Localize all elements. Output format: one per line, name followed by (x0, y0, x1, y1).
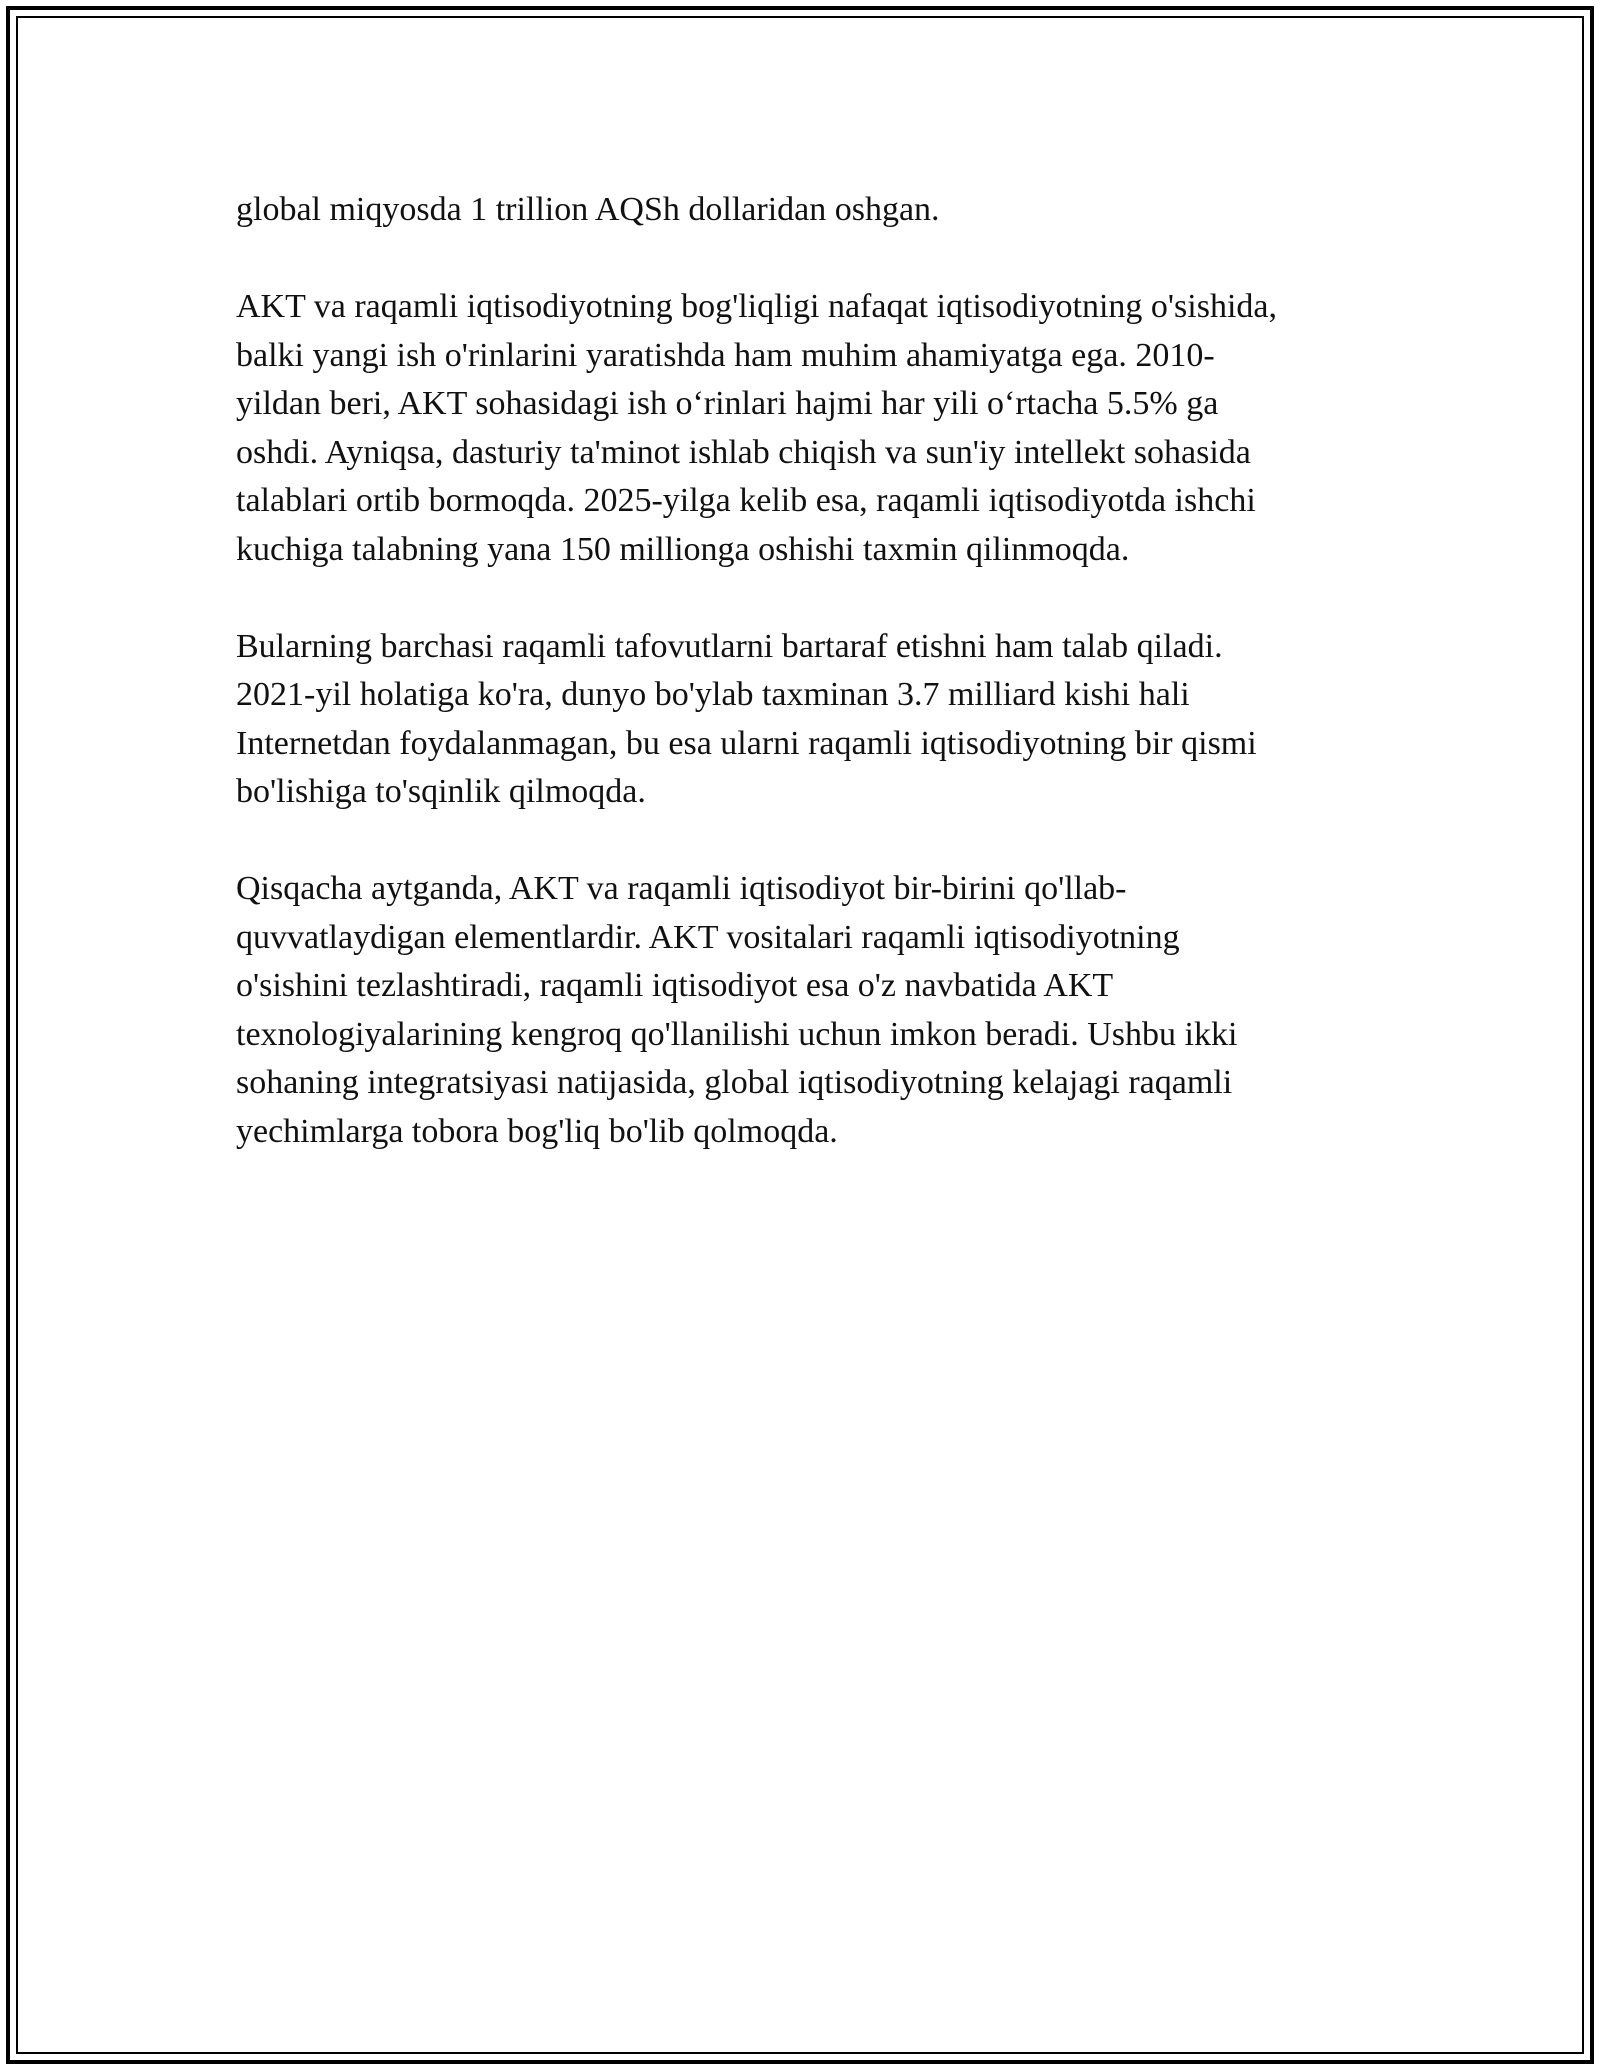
paragraph-2 (236, 283, 1376, 574)
text-line: texnologiyalarining kengroq qo'llanilishi uchun imkon beradi. Ushbu ikki (236, 1015, 1238, 1053)
text-line: AKT va raqamli iqtisodiyotning bog'liqligi nafaqat iqtisodiyotning o'sishida, (236, 288, 1277, 325)
text-line: kuchiga talabning yana 150 millionga oshishi taxmin qilinmoqda. (236, 530, 1130, 568)
text-line: global miqyosda 1 trillion AQSh dollaridan oshgan. (236, 191, 940, 228)
text-line: bo'lishiga to'sqinlik qilmoqda. (236, 773, 646, 810)
text-line: yechimlarga tobora bog'liq bo'lib qolmoqda. (236, 1112, 838, 1150)
text-line: quvvatlaydigan elementlardir. AKT vositalari raqamli iqtisodiyotning (236, 918, 1180, 956)
text-line: balki yangi ish o'rinlarini yaratishda ham muhim ahamiyatga ega. 2010- (236, 336, 1215, 374)
text-line: yildan beri, AKT sohasidagi ish o‘rinlari hajmi har yili o‘rtacha 5.5% ga (236, 385, 1219, 422)
text-line: oshdi. Ayniqsa, dasturiy ta'minot ishlab chiqish va sun'iy intellekt sohasida (236, 433, 1251, 471)
text-line: 2021-yil holatiga ko'ra, dunyo bo'ylab taxminan 3.7 milliard kishi hali (236, 676, 1190, 713)
paragraph-4 (236, 865, 1376, 1156)
text-line: Bularning barchasi raqamli tafovutlarni bartaraf etishni ham talab qiladi. (236, 627, 1223, 665)
document-body (236, 186, 1376, 1205)
text-line: Internetdan foydalanmagan, bu esa ularni raqamli iqtisodiyotning bir qismi (236, 724, 1257, 762)
text-line: sohaning integratsiyasi natijasida, global iqtisodiyotning kelajagi raqamli (236, 1064, 1233, 1101)
text-line: talablari ortib bormoqda. 2025-yilga kelib esa, raqamli iqtisodiyotda ishchi (236, 482, 1256, 519)
paragraph-3 (236, 623, 1376, 817)
paragraph-1 (236, 186, 1376, 235)
text-line: Qisqacha aytganda, AKT va raqamli iqtisodiyot bir-birini qo'llab- (236, 870, 1127, 907)
text-line: o'sishini tezlashtiradi, raqamli iqtisodiyot esa o'z navbatida AKT (236, 967, 1114, 1004)
